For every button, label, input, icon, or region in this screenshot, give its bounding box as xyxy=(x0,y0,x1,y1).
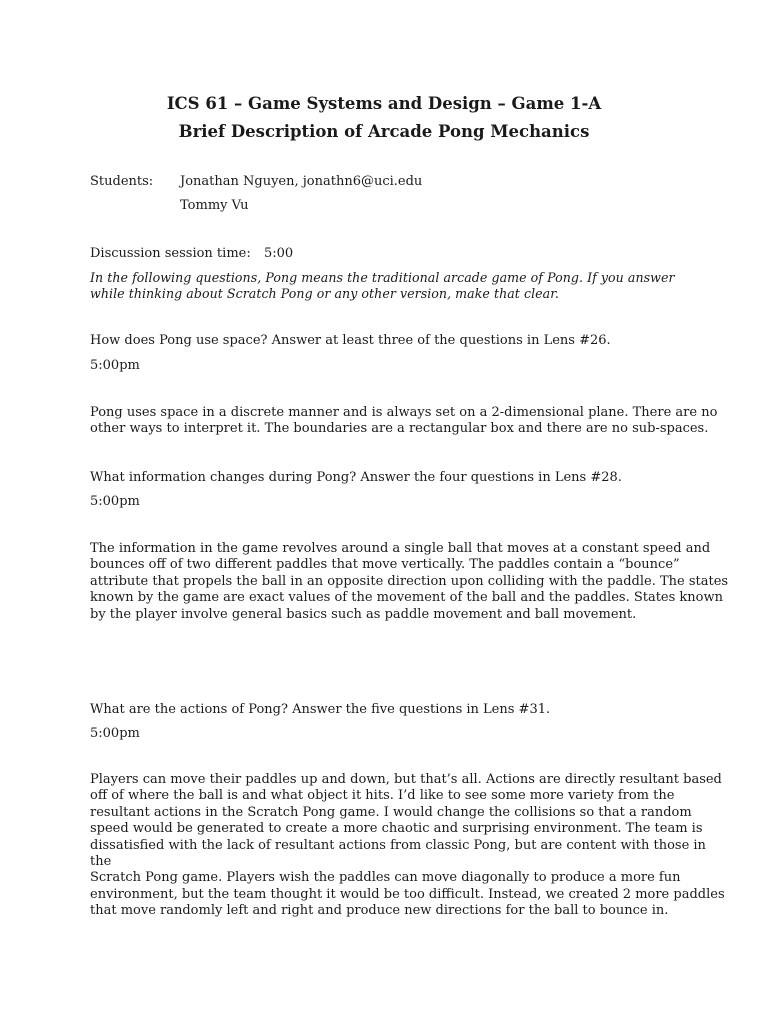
answer-line: by the player involve general basics such as paddle movement and ball movement. xyxy=(90,606,637,622)
answer-line: Players can move their paddles up and down, but that’s all. Actions are directly resultant based xyxy=(90,772,722,787)
question-1-time: 5:00pm xyxy=(90,358,140,373)
answer-line: speed would be generated to create a more chaotic and surprising environment. The team is xyxy=(90,821,703,837)
document-subtitle: Brief Description of Arcade Pong Mechanics xyxy=(178,122,590,141)
question-3-time: 5:00pm xyxy=(90,726,140,741)
question-3: What are the actions of Pong? Answer the five questions in Lens #31. xyxy=(90,702,551,717)
question-2-time: 5:00pm xyxy=(90,494,140,509)
question-1: How does Pong use space? Answer at least three of the questions in Lens #26. xyxy=(90,333,611,348)
answer-line: known by the game are exact values of the movement of the ball and the paddles. States known xyxy=(90,590,724,606)
answer-line: bounces off of two different paddles that move vertically. The paddles contain a “bounce” xyxy=(90,557,680,573)
answer-line: dissatisfied with the lack of resultant actions from classic Pong, but are content with those in the xyxy=(90,837,706,870)
question-2: What information changes during Pong? Answer the four questions in Lens #28. xyxy=(90,470,622,485)
student-1: Jonathan Nguyen, jonathn6@uci.edu xyxy=(180,174,423,189)
students-label: Students: xyxy=(90,174,154,189)
answer-1 xyxy=(90,405,730,438)
answer-line: Scratch Pong game. Players wish the paddles can move diagonally to produce a more fun xyxy=(90,870,681,886)
instructions-line-1: In the following questions, Pong means the traditional arcade game of Pong. If you answer xyxy=(90,270,675,285)
student-2: Tommy Vu xyxy=(180,198,249,213)
answer-line: environment, but the team thought it would be too difficult. Instead, we created 2 more paddles xyxy=(90,886,725,902)
answer-line: The information in the game revolves around a single ball that moves at a constant speed and xyxy=(90,541,711,556)
answer-line: off of where the ball is and what object it hits. I’d like to see some more variety from the xyxy=(90,788,675,804)
answer-3 xyxy=(90,772,730,920)
answer-line: attribute that propels the ball in an opposite direction upon colliding with the paddle. The states xyxy=(90,573,729,589)
discussion-label: Discussion session time: xyxy=(90,246,251,261)
answer-2 xyxy=(90,541,730,623)
discussion-time: 5:00 xyxy=(264,246,294,261)
instructions-line-2: while thinking about Scratch Pong or any other version, make that clear. xyxy=(90,286,559,301)
answer-line: Pong uses space in a discrete manner and is always set on a 2-dimensional plane. There are no xyxy=(90,405,718,420)
answer-line: that move randomly left and right and produce new directions for the ball to bounce in. xyxy=(90,903,669,919)
answer-line: other ways to interpret it. The boundaries are a rectangular box and there are no sub-spaces. xyxy=(90,421,709,437)
answer-line: resultant actions in the Scratch Pong game. I would change the collisions so that a random xyxy=(90,804,692,820)
document-title: ICS 61 – Game Systems and Design – Game 1-A xyxy=(166,94,602,113)
